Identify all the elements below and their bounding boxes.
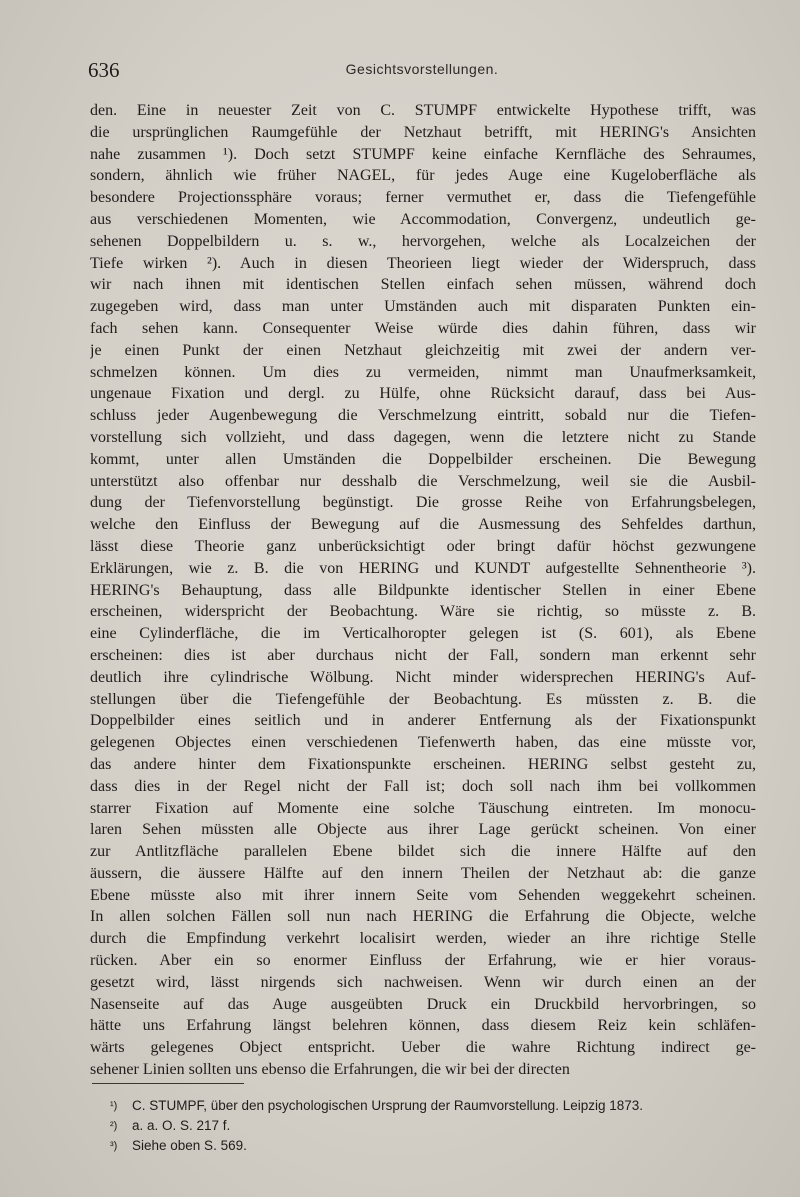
text-line: starrer Fixation auf Momente eine solche Täuschung eintreten. Im monocu- bbox=[90, 799, 756, 817]
text-line: durch die Empfindung verkehrt localisirt werden, wieder an ihre richtige Stelle bbox=[90, 930, 756, 948]
text-line: zugegeben wird, dass man unter Umständen auch mit disparaten Punkten ein- bbox=[90, 298, 756, 316]
text-line: schluss jeder Augenbewegung die Verschmelzung eintritt, sobald nur die Tiefen- bbox=[90, 407, 756, 425]
text-line: Tiefe wirken ²). Auch in diesen Theorieen liegt wieder der Widerspruch, dass bbox=[90, 254, 756, 272]
text-line: HERING's Behauptung, dass alle Bildpunkte identischer Stellen in einer Ebene bbox=[90, 581, 756, 599]
text-line: aus verschiedenen Momenten, wie Accommodation, Convergenz, undeutlich ge- bbox=[90, 210, 756, 228]
running-title: Gesichtsvorstellungen. bbox=[345, 61, 499, 77]
footnote-divider bbox=[92, 1083, 244, 1084]
body-text bbox=[90, 100, 756, 1081]
text-line: eine Cylinderfläche, die im Verticalhoropter gelegen ist (S. 601), als Ebene bbox=[90, 625, 756, 643]
text-line: vorstellung sich vollzieht, und dass dagegen, wenn die letztere nicht zu Stande bbox=[90, 428, 756, 446]
text-line: schmelzen können. Um dies zu vermeiden, nimmt man Unaufmerksamkeit, bbox=[90, 363, 756, 381]
text-line: erscheinen: dies ist aber durchaus nicht der Fall, sondern man erkennt sehr bbox=[90, 646, 756, 664]
text-line: sehenen Doppelbildern u. s. w., hervorgehen, welche als Localzeichen der bbox=[90, 232, 756, 250]
text-line: deutlich ihre cylindrische Wölbung. Nicht minder widersprechen HERING's Auf- bbox=[90, 668, 756, 686]
text-line: Erklärungen, wie z. B. die von HERING und KUNDT aufgestellte Sehnentheorie ³). bbox=[90, 559, 756, 577]
text-line: fach sehen kann. Consequenter Weise würde dies dahin führen, dass wir bbox=[90, 319, 756, 337]
footnotes bbox=[110, 1096, 756, 1156]
text-line: gesetzt wird, lässt nirgends sich nachweisen. Wenn wir durch einen an der bbox=[90, 973, 756, 991]
footnote-mark: ¹) bbox=[110, 1100, 118, 1112]
text-line: wärts gelegenes Object entspricht. Ueber die wahre Richtung indirect ge- bbox=[90, 1039, 756, 1057]
text-line: gelegenen Objectes einen verschiedenen Tiefenwerth haben, das eine müsste vor, bbox=[90, 734, 756, 752]
text-line: besondere Projectionssphäre voraus; ferner vermuthet er, dass die Tiefengefühle bbox=[90, 189, 756, 207]
footnote-mark: ³) bbox=[110, 1140, 118, 1152]
text-line: wir nach ihnen mit identischen Stellen einfach sehen müssen, während doch bbox=[90, 276, 756, 294]
text-line: dass dies in der Regel nicht der Fall ist; doch soll nach ihm bei vollkommen bbox=[90, 777, 756, 795]
text-line: hätte uns Erfahrung längst belehren können, dass diesem Reiz kein schläfen- bbox=[90, 1017, 756, 1035]
text-line: laren Sehen müssten alle Objecte aus ihrer Lage gerückt scheinen. Von einer bbox=[90, 821, 756, 839]
text-line: Doppelbilder eines seitlich und in anderer Entfernung als der Fixationspunkt bbox=[90, 712, 756, 730]
text-line: äussern, die äussere Hälfte auf den innern Theilen der Netzhaut ab: die ganze bbox=[90, 864, 756, 882]
footnote bbox=[110, 1136, 756, 1156]
text-line: sondern, ähnlich wie früher NAGEL, für jedes Auge eine Kugeloberfläche als bbox=[90, 167, 756, 185]
text-line: nahe zusammen ¹). Doch setzt STUMPF keine einfache Kernfläche des Sehraumes, bbox=[90, 145, 756, 163]
text-line: Ebene müsste also mit ihrer innern Seite vom Sehenden weggekehrt scheinen. bbox=[90, 886, 756, 904]
footnote bbox=[110, 1116, 756, 1136]
text-line: erscheinen, widerspricht der Beobachtung. Wäre sie richtig, so müsste z. B. bbox=[90, 603, 756, 621]
footnote-text: Siehe oben S. 569. bbox=[132, 1138, 247, 1153]
text-line: je einen Punkt der einen Netzhaut gleichzeitig mit zwei der andern ver- bbox=[90, 341, 756, 359]
text-line: zur Antlitzfläche parallelen Ebene bildet sich die innere Hälfte auf den bbox=[90, 843, 756, 861]
text-line: lässt diese Theorie ganz unberücksichtigt oder bringt dafür höchst gezwungene bbox=[90, 537, 756, 555]
text-line: unterstützt also offenbar nur desshalb die Verschmelzung, weil sie die Ausbil- bbox=[90, 472, 756, 490]
page-number: 636 bbox=[88, 58, 120, 82]
text-line: stellungen über die Tiefengefühle der Beobachtung. Es müssten z. B. die bbox=[90, 690, 756, 708]
footnote-text: C. STUMPF, über den psychologischen Ursprung der Raumvorstellung. Leipzig 1873. bbox=[132, 1098, 644, 1113]
text-line: die ursprünglichen Raumgefühle der Netzhaut betrifft, mit HERING's Ansichten bbox=[90, 123, 756, 141]
text-line: Nasenseite auf das Auge ausgeübten Druck ein Druckbild hervorbringen, so bbox=[90, 995, 756, 1013]
text-line: ungenaue Fixation und dergl. zu Hülfe, ohne Rücksicht darauf, dass bei Aus- bbox=[90, 385, 756, 403]
footnote-text: a. a. O. S. 217 f. bbox=[132, 1118, 231, 1133]
text-line: dung der Tiefenvorstellung begünstigt. Die grosse Reihe von Erfahrungsbelegen, bbox=[90, 494, 756, 512]
footnote-mark: ²) bbox=[110, 1120, 118, 1132]
text-line: das andere hinter dem Fixationspunkte erscheinen. HERING selbst gesteht zu, bbox=[90, 755, 756, 773]
text-line: den. Eine in neuester Zeit von C. STUMPF entwickelte Hypothese trifft, was bbox=[90, 102, 756, 119]
text-line: kommt, unter allen Umständen die Doppelbilder erscheinen. Die Bewegung bbox=[90, 450, 756, 468]
text-line: sehener Linien sollten uns ebenso die Erfahrungen, die wir bei der directen bbox=[90, 1061, 570, 1079]
footnote bbox=[110, 1096, 756, 1116]
page-header bbox=[88, 58, 756, 84]
text-line: In allen solchen Fällen soll nun nach HERING die Erfahrung die Objecte, welche bbox=[90, 908, 756, 926]
text-line: welche den Einfluss der Bewegung auf die Ausmessung des Sehfeldes darthun, bbox=[90, 516, 756, 534]
text-line: rücken. Aber ein so enormer Einfluss der Erfahrung, wie er hier voraus- bbox=[90, 952, 756, 970]
